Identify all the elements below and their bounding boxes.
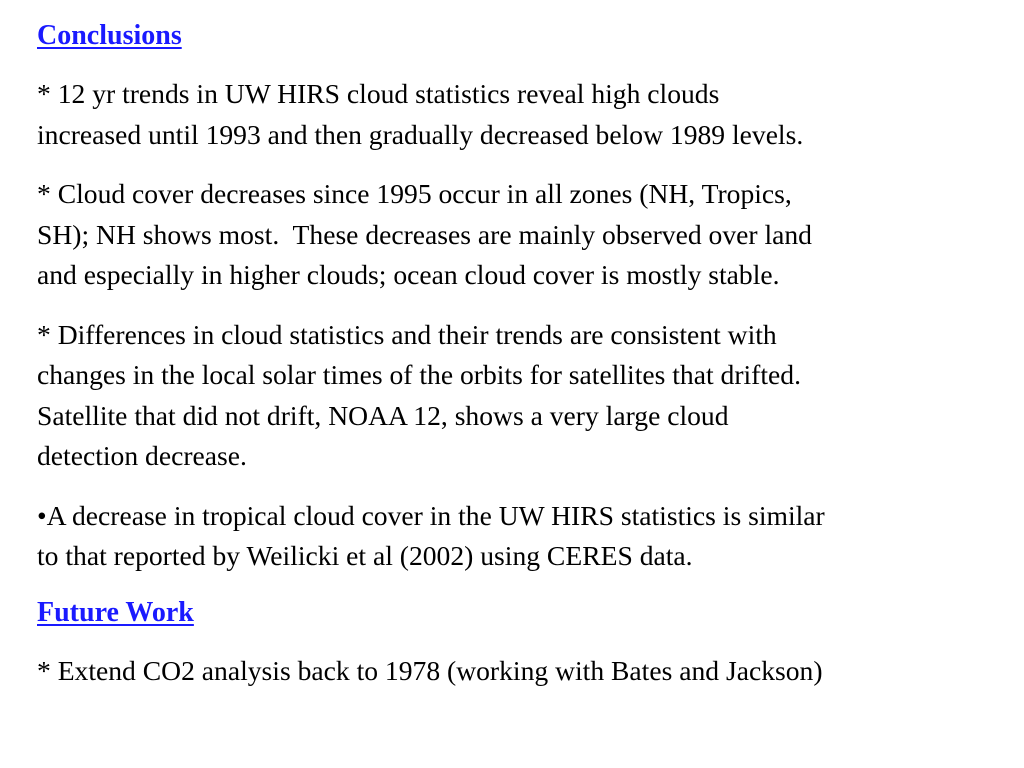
conclusion-item-2 xyxy=(37,174,1017,296)
conclusion-item-3-line-1: * Differences in cloud statistics and their trends are consistent with xyxy=(37,318,777,350)
future-work-item-1-line-1: * Extend CO2 analysis back to 1978 (working with Bates and Jackson) xyxy=(37,654,823,686)
future-work-item-1 xyxy=(37,651,1017,692)
conclusion-item-2-line-3: and especially in higher clouds; ocean cloud cover is mostly stable. xyxy=(37,259,780,290)
conclusion-item-4 xyxy=(37,496,1017,577)
conclusion-item-2-line-2: SH); NH shows most. These decreases are mainly observed over land xyxy=(37,218,812,250)
conclusion-item-3 xyxy=(37,315,1017,477)
conclusions-heading: Conclusions xyxy=(37,20,182,51)
conclusion-item-1-line-1: * 12 yr trends in UW HIRS cloud statistics reveal high clouds xyxy=(37,78,720,109)
conclusion-item-3-line-3: Satellite that did not drift, NOAA 12, shows a very large cloud xyxy=(37,399,729,431)
conclusion-item-1 xyxy=(37,74,1017,155)
conclusion-item-1-line-2: increased until 1993 and then gradually decreased below 1989 levels. xyxy=(37,118,804,150)
conclusion-item-4-line-1: •A decrease in tropical cloud cover in the UW HIRS statistics is similar xyxy=(37,499,825,531)
slide-content xyxy=(37,16,1017,710)
conclusion-item-3-line-2: changes in the local solar times of the orbits for satellites that drifted. xyxy=(37,359,801,390)
future-work-heading: Future Work xyxy=(37,596,194,628)
conclusion-item-4-line-2: to that reported by Weilicki et al (2002) using CERES data. xyxy=(37,540,693,571)
conclusion-item-3-line-4: detection decrease. xyxy=(37,440,247,471)
conclusion-item-2-line-1: * Cloud cover decreases since 1995 occur in all zones (NH, Tropics, xyxy=(37,178,792,209)
